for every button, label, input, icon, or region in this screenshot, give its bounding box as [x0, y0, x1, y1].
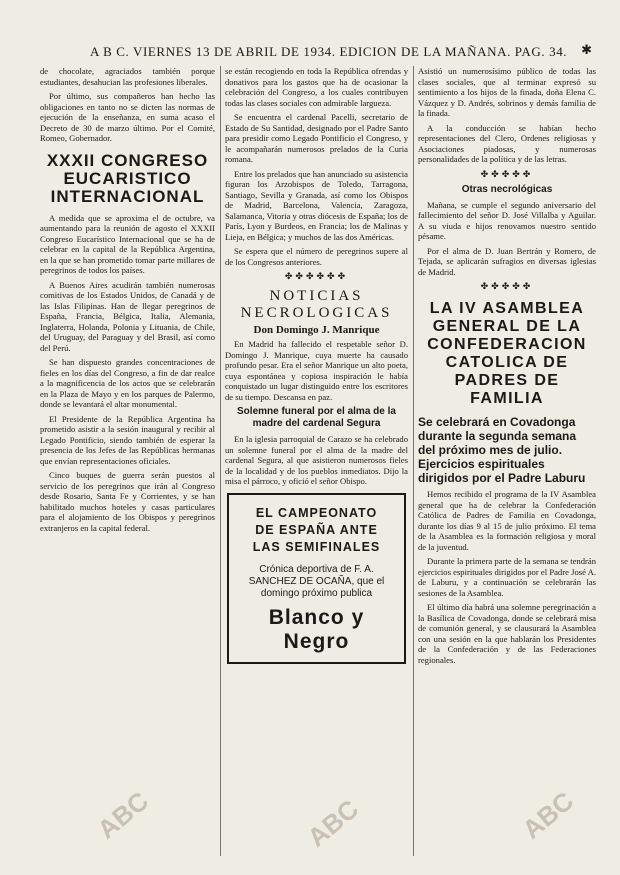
article-text: de chocolate, agraciados también porque estudiantes, desahucian las profesiones liberales.: [40, 66, 215, 87]
column-1: [40, 66, 215, 856]
advertisement: [227, 493, 406, 664]
ad-title: LAS SEMIFINALES: [252, 539, 381, 554]
corner-mark: ✱: [581, 42, 592, 57]
ornament-divider: ✤✤✤✤✤: [480, 168, 534, 179]
ad-brand: Blanco y Negro: [268, 605, 365, 653]
article-text: A medida que se aproxima el de octubre, va aumentando para la reunión de agosto el XXXII Congreso Eucarístico Internacional que se ha de celebrar en la capital de la República Argentina, en la que se han prometido tomar parte millares de peregrinos de todos los países.: [40, 212, 215, 275]
obituary-headline: NOTICIAS NECROLOGICAS: [240, 288, 393, 321]
article-text: se están recogiendo en toda la República ofrendas y donativos para los gastos que ha de ocasionar la celebración del Congreso, a los cuales contribuyen todas las clases sociales con admirable largueza.: [225, 66, 408, 108]
article-text: Cinco buques de guerra serán puestos al servicio de los peregrinos que irán al Congreso desde Rosario, Santa Fe y Corrientes, y se han habilitado muchos hoteles y casas particulares para el alojamiento de los Obispos y peregrinos extranjeros en la capital federal.: [40, 470, 215, 533]
article-text: En la iglesia parroquial de Carazo se ha celebrado un solemne funeral por el alma de la madre del cardenal Segura, al que asistieron numerosos fieles de la localidad y de los pueblos inmediatos. Dijo la misa el párroco, y ofició el señor Obispo.: [225, 434, 408, 486]
column-divider: [220, 66, 221, 856]
article-text: A la conducción se habían hecho representaciones del Clero, Ordenes religiosas y Asociaciones piadosas, y numerosas personalidades de la política y de las letras.: [418, 122, 596, 164]
page-header: A B C. VIERNES 13 DE ABRIL DE 1934. EDICION DE LA MAÑANA. PAG. 34.: [90, 44, 568, 59]
article-text: Por el alma de D. Juan Bertrán y Romero, de Tejada, se aplicarán sufragios en diversas iglesias de Madrid.: [418, 245, 596, 277]
ornament-divider: ✤✤✤✤✤✤: [284, 271, 349, 281]
article-text: Entre los prelados que han anunciado su asistencia figuran los Arzobispos de Toledo, Tarragona, Santiago, Sevilla y Granada, así como los Obispos de Madrid, Barcelona, Valencia, Zaragoza, Salamanca, Vitoria y otras diócesis de España; los de París, Lyon y Burdeos, en Francia; los de Malinas y Lieja, en Bélgica; y muchos de las dos Américas.: [225, 168, 408, 242]
ornament-divider: ✤✤✤✤✤: [480, 281, 534, 291]
obituary-person: Don Domingo J. Manrique: [253, 324, 380, 336]
article-headline: XXXII CONGRESO EUCARISTICO INTERNACIONAL: [46, 150, 209, 206]
article-text: En Madrid ha fallecido el respetable señor D. Domingo J. Manrique, cuya muerte ha causado profundo pesar. Era el señor Manrique un alto poeta, cuya espontánea y copiosa inspiración le había conquistado un lugar distinguido entre los escritores de su tiempo. Descansa en paz.: [225, 339, 408, 402]
article-text: Se espera que el número de peregrinos supere al de los Congresos anteriores.: [225, 246, 408, 267]
article-text: El último día habrá una solemne peregrinación a la Basílica de Covadonga, donde se celebrará misa de comunión general, y se clausurará la Asamblea con una sesión en la que hablarán los Presidentes de la Confederación y de las Federaciones regionales.: [418, 602, 596, 665]
ad-body: Crónica deportiva de F. A. SANCHEZ DE OCAÑA, que el domingo próximo publica: [248, 563, 385, 599]
article-text: Se encuentra el cardenal Pacelli, secretario de Estado de Su Santidad, designado por el Padre Santo para presidir como Legado Pontificio el Congreso, y le acompañarán numerosos prelados de la Curia romana.: [225, 112, 408, 164]
article-text: Se han dispuesto grandes concentraciones de fieles en los días del Congreso, a fin de dar realce a la magnificencia de los actos que se celebrarán en la Plaza de Mayo y en los parques de Palermo, donde se levantará el altar monumental.: [40, 357, 215, 409]
article-text: El Presidente de la República Argentina ha prometido asistir a la sesión inaugural y recibir al Legado Pontificio, siendo también de esperar la presencia de los Jefes de las Repúblicas hermanas que envían representaciones oficiales.: [40, 413, 215, 466]
article-text: A Buenos Aires acudirán también numerosas comitivas de los Estados Unidos, de Canadá y de las Islas Filipinas. Han de llegar peregrinos de España, Francia, Bélgica, Italia, Alemania, Inglaterra, Holanda, Polonia y Lituania, de Chile, del Uruguay, del Paraguay y del Brasil, así como del Perú.: [40, 279, 215, 353]
section-headline: Otras necrológicas: [461, 183, 553, 195]
article-text: Mañana, se cumple el segundo aniversario del fallecimiento del señor D. José Villalba y Aguilar. A su viuda e hijos renovamos nuestro sentido pésame.: [418, 199, 596, 241]
watermark-logo: ABC: [91, 785, 155, 845]
article-text: Hemos recibido el programa de la IV Asamblea general que ha de celebrar la Confederación Católica de Padres de Familia en Covadonga, durante los días 9 al 15 de julio próximo. El tema de la Asamblea es la formación religiosa y moral de la juventud.: [418, 489, 596, 552]
ad-title: DE ESPAÑA ANTE: [255, 522, 378, 537]
article-text: Durante la primera parte de la semana se tendrán ejercicios espirituales dirigidos por el Padre José A. de Laburu, y a continuación se celebrarán las sesiones de la Asamblea.: [418, 556, 596, 598]
watermark-logo: ABC: [516, 785, 580, 845]
article-headline: LA IV ASAMBLEA GENERAL DE LA CONFEDERACION CATOLICA DE PADRES DE FAMILIA: [427, 300, 587, 407]
article-text: Por último, sus compañeros han hecho las obligaciones en tanto no se dicten las normas de ejecución de la enseñanza, en suma acaso el Decreto de 30 de marzo último. Por el Comité, Romeo, Gobernador.: [40, 91, 215, 143]
column-2: [225, 66, 408, 856]
column-divider: [413, 66, 414, 856]
watermark-logo: ABC: [301, 793, 365, 853]
section-headline: Solemne funeral por el alma de la madre del cardenal Segura: [237, 406, 396, 429]
column-3: [418, 66, 596, 856]
article-subheadline: Se celebrará en Covadonga durante la segunda semana del próximo mes de julio. Ejercicios espirituales dirigidos por el Padre Laburu: [418, 415, 586, 485]
article-text: Asistió un numerosísimo público de todas las clases sociales, que al terminar expresó su sentimiento a los hijos de la finada, doña Elena C. Vázquez y D. Andrés, sobrinos y demás familia de la finada.: [418, 66, 596, 118]
ad-title: EL CAMPEONATO: [255, 505, 378, 520]
